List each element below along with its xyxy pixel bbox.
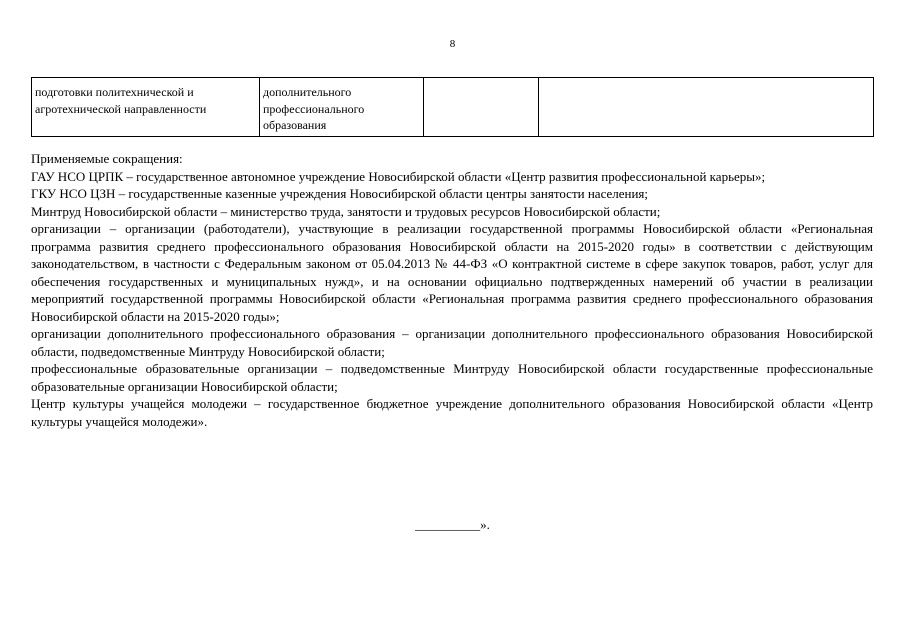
- table-cell: дополнительного профессионального образования: [260, 78, 424, 137]
- abbreviations-heading: Применяемые сокращения:: [31, 151, 183, 166]
- abbreviation-item: профессиональные образовательные организации – подведомственные Минтруду Новосибирской области государственные профессиональные образовательные организации Новосибирской области;: [31, 361, 873, 394]
- abbreviation-item: ГАУ НСО ЦРПК – государственное автономное учреждение Новосибирской области «Центр развития профессиональной карьеры»;: [31, 168, 766, 184]
- abbreviation-item: Центр культуры учащейся молодежи – государственное бюджетное учреждение дополнительного образования Новосибирской области «Центр культуры учащейся молодежи».: [31, 396, 873, 429]
- end-mark: __________».: [415, 517, 490, 532]
- page-number: 8: [449, 38, 456, 50]
- program-table: [31, 77, 874, 137]
- table-cell: [424, 78, 539, 137]
- abbreviation-item: Минтруд Новосибирской области – министерство труда, занятости и трудовых ресурсов Новосибирской области;: [31, 203, 661, 219]
- table-cell: [539, 78, 874, 137]
- abbreviation-item: организации дополнительного профессионального образования – организации дополнительного профессионального образования Новосибирской области, подведомственные Минтруду Новосибирской области;: [31, 326, 873, 359]
- table-row: [32, 78, 874, 137]
- abbreviation-item: организации – организации (работодатели), участвующие в реализации государственной программы Новосибирской области «Региональная программа развития среднего профессионального образования Новосибирской области на 2015-2020 годы» в соответствии с действующим законодательством, в частности с Федеральным законом от 05.04.2013 № 44-ФЗ «О контрактной системе в сфере закупок товаров, работ, услуг для обеспечения государственных и муниципальных нужд», и на основании официально подтвержденных намерений об участии в реализации мероприятий государственной программы Новосибирской области «Региональная программа развития среднего профессионального образования Новосибирской области на 2015-2020 годы»;: [31, 221, 873, 324]
- table-cell: подготовки политехнической и агротехнической направленности: [32, 78, 260, 137]
- abbreviations-section: [31, 150, 873, 430]
- abbreviation-item: ГКУ НСО ЦЗН – государственные казенные учреждения Новосибирской области центры занятости населения;: [31, 186, 649, 201]
